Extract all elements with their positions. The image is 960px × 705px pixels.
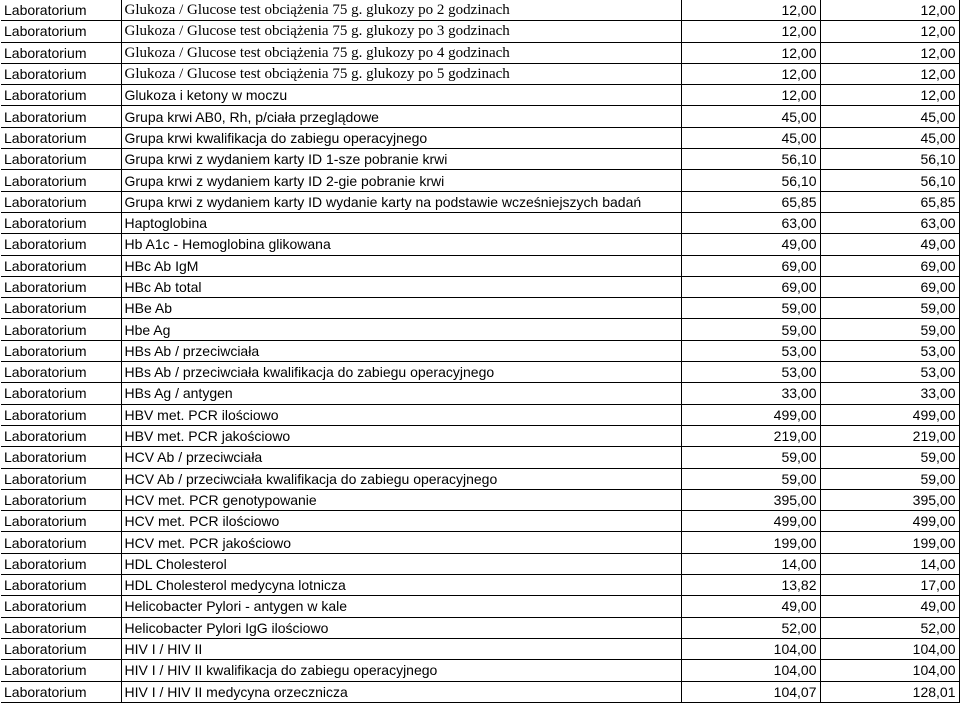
test-name-cell: HIV I / HIV II [121,638,681,659]
price-cell: 17,00 [820,575,959,596]
test-name-cell: Glukoza i ketony w moczu [121,85,681,106]
price-cell: 59,00 [681,468,820,489]
price-cell: 56,10 [820,149,959,170]
department-cell: Laboratorium [1,596,121,617]
price-cell: 45,00 [681,106,820,127]
price-cell: 49,00 [681,234,820,255]
test-name-cell: HCV Ab / przeciwciała [121,447,681,468]
test-name-cell: Grupa krwi z wydaniem karty ID 2-gie pobranie krwi [121,170,681,191]
price-cell: 69,00 [681,255,820,276]
price-cell: 219,00 [681,425,820,446]
department-cell: Laboratorium [1,234,121,255]
price-cell: 33,00 [820,383,959,404]
price-cell: 104,00 [820,638,959,659]
department-cell: Laboratorium [1,681,121,702]
department-cell: Laboratorium [1,575,121,596]
department-cell: Laboratorium [1,255,121,276]
test-name-cell: HIV I / HIV II medycyna orzecznicza [121,681,681,702]
department-cell: Laboratorium [1,404,121,425]
test-name-cell: Hbe Ag [121,319,681,340]
department-cell: Laboratorium [1,468,121,489]
test-name-cell: Grupa krwi kwalifikacja do zabiegu operacyjnego [121,127,681,148]
table-row [1,553,959,574]
test-name-cell: Grupa krwi AB0, Rh, p/ciała przeglądowe [121,106,681,127]
test-name-cell: Helicobacter Pylori IgG ilościowo [121,617,681,638]
department-cell: Laboratorium [1,340,121,361]
test-name-cell: HBe Ab [121,298,681,319]
test-name-cell: Grupa krwi z wydaniem karty ID 1-sze pobranie krwi [121,149,681,170]
table-row [1,340,959,361]
table-row [1,234,959,255]
price-cell: 104,00 [681,638,820,659]
price-cell: 59,00 [820,298,959,319]
department-cell: Laboratorium [1,532,121,553]
table-row [1,638,959,659]
department-cell: Laboratorium [1,638,121,659]
table-row [1,63,959,84]
price-cell: 12,00 [681,63,820,84]
test-name-cell: HBs Ag / antygen [121,383,681,404]
price-cell: 56,10 [681,170,820,191]
table-row [1,0,959,21]
price-cell: 199,00 [681,532,820,553]
department-cell: Laboratorium [1,170,121,191]
department-cell: Laboratorium [1,0,121,21]
department-cell: Laboratorium [1,660,121,681]
price-list-body [1,0,959,702]
table-row [1,532,959,553]
table-row [1,21,959,42]
price-cell: 63,00 [820,212,959,233]
test-name-cell: HDL Cholesterol [121,553,681,574]
table-row [1,575,959,596]
price-cell: 65,85 [820,191,959,212]
price-cell: 499,00 [681,404,820,425]
price-cell: 59,00 [820,319,959,340]
test-name-cell: HBs Ab / przeciwciała kwalifikacja do zabiegu operacyjnego [121,362,681,383]
price-cell: 12,00 [681,21,820,42]
price-cell: 45,00 [820,106,959,127]
test-name-cell: HCV Ab / przeciwciała kwalifikacja do zabiegu operacyjnego [121,468,681,489]
price-cell: 13,82 [681,575,820,596]
department-cell: Laboratorium [1,106,121,127]
table-row [1,42,959,63]
price-cell: 69,00 [820,255,959,276]
price-cell: 12,00 [820,42,959,63]
department-cell: Laboratorium [1,85,121,106]
table-row [1,255,959,276]
department-cell: Laboratorium [1,276,121,297]
test-name-cell: Glukoza / Glucose test obciążenia 75 g. glukozy po 3 godzinach [121,21,681,42]
table-row [1,127,959,148]
test-name-cell: HBV met. PCR ilościowo [121,404,681,425]
test-name-cell: Glukoza / Glucose test obciążenia 75 g. glukozy po 5 godzinach [121,63,681,84]
department-cell: Laboratorium [1,149,121,170]
price-cell: 56,10 [681,149,820,170]
price-cell: 49,00 [820,596,959,617]
price-cell: 12,00 [820,21,959,42]
test-name-cell: HCV met. PCR ilościowo [121,511,681,532]
table-row [1,468,959,489]
test-name-cell: Haptoglobina [121,212,681,233]
table-row [1,596,959,617]
price-cell: 53,00 [681,340,820,361]
test-name-cell: Hb A1c - Hemoglobina glikowana [121,234,681,255]
department-cell: Laboratorium [1,383,121,404]
price-cell: 199,00 [820,532,959,553]
price-cell: 53,00 [681,362,820,383]
department-cell: Laboratorium [1,553,121,574]
price-cell: 499,00 [820,404,959,425]
table-row [1,617,959,638]
department-cell: Laboratorium [1,319,121,340]
price-cell: 14,00 [820,553,959,574]
table-row [1,319,959,340]
department-cell: Laboratorium [1,63,121,84]
price-cell: 499,00 [820,511,959,532]
table-row [1,149,959,170]
test-name-cell: HCV met. PCR genotypowanie [121,489,681,510]
test-name-cell: HBc Ab total [121,276,681,297]
table-row [1,489,959,510]
table-row [1,191,959,212]
table-row [1,170,959,191]
test-name-cell: Glukoza / Glucose test obciążenia 75 g. glukozy po 2 godzinach [121,0,681,21]
test-name-cell: HBs Ab / przeciwciała [121,340,681,361]
table-row [1,106,959,127]
price-cell: 59,00 [820,447,959,468]
table-row [1,298,959,319]
test-name-cell: Helicobacter Pylori - antygen w kale [121,596,681,617]
department-cell: Laboratorium [1,127,121,148]
price-cell: 12,00 [681,42,820,63]
table-row [1,362,959,383]
price-cell: 219,00 [820,425,959,446]
price-cell: 49,00 [681,596,820,617]
test-name-cell: Glukoza / Glucose test obciążenia 75 g. glukozy po 4 godzinach [121,42,681,63]
test-name-cell: HBc Ab IgM [121,255,681,276]
price-cell: 63,00 [681,212,820,233]
table-row [1,212,959,233]
department-cell: Laboratorium [1,298,121,319]
price-cell: 499,00 [681,511,820,532]
price-cell: 49,00 [820,234,959,255]
table-row [1,447,959,468]
price-cell: 12,00 [820,63,959,84]
price-cell: 52,00 [820,617,959,638]
price-cell: 33,00 [681,383,820,404]
department-cell: Laboratorium [1,212,121,233]
department-cell: Laboratorium [1,489,121,510]
price-cell: 128,01 [820,681,959,702]
price-cell: 53,00 [820,340,959,361]
table-row [1,511,959,532]
price-cell: 12,00 [820,0,959,21]
test-name-cell: HBV met. PCR jakościowo [121,425,681,446]
table-row [1,425,959,446]
price-cell: 56,10 [820,170,959,191]
department-cell: Laboratorium [1,617,121,638]
price-cell: 12,00 [681,85,820,106]
table-row [1,276,959,297]
price-cell: 104,00 [820,660,959,681]
department-cell: Laboratorium [1,511,121,532]
table-row [1,681,959,702]
test-name-cell: Grupa krwi z wydaniem karty ID wydanie karty na podstawie wcześniejszych badań [121,191,681,212]
price-cell: 12,00 [820,85,959,106]
price-cell: 59,00 [681,298,820,319]
price-cell: 59,00 [681,447,820,468]
price-cell: 52,00 [681,617,820,638]
price-cell: 395,00 [681,489,820,510]
department-cell: Laboratorium [1,362,121,383]
test-name-cell: HIV I / HIV II kwalifikacja do zabiegu operacyjnego [121,660,681,681]
department-cell: Laboratorium [1,21,121,42]
price-cell: 104,07 [681,681,820,702]
department-cell: Laboratorium [1,191,121,212]
price-cell: 69,00 [820,276,959,297]
price-cell: 69,00 [681,276,820,297]
price-cell: 59,00 [820,468,959,489]
price-cell: 104,00 [681,660,820,681]
department-cell: Laboratorium [1,447,121,468]
department-cell: Laboratorium [1,425,121,446]
price-cell: 14,00 [681,553,820,574]
price-cell: 12,00 [681,0,820,21]
price-cell: 53,00 [820,362,959,383]
table-row [1,85,959,106]
table-row [1,383,959,404]
table-row [1,404,959,425]
test-name-cell: HDL Cholesterol medycyna lotnicza [121,575,681,596]
price-cell: 45,00 [820,127,959,148]
table-row [1,660,959,681]
price-list-table [1,0,960,703]
price-cell: 395,00 [820,489,959,510]
department-cell: Laboratorium [1,42,121,63]
price-cell: 65,85 [681,191,820,212]
price-cell: 59,00 [681,319,820,340]
price-cell: 45,00 [681,127,820,148]
test-name-cell: HCV met. PCR jakościowo [121,532,681,553]
